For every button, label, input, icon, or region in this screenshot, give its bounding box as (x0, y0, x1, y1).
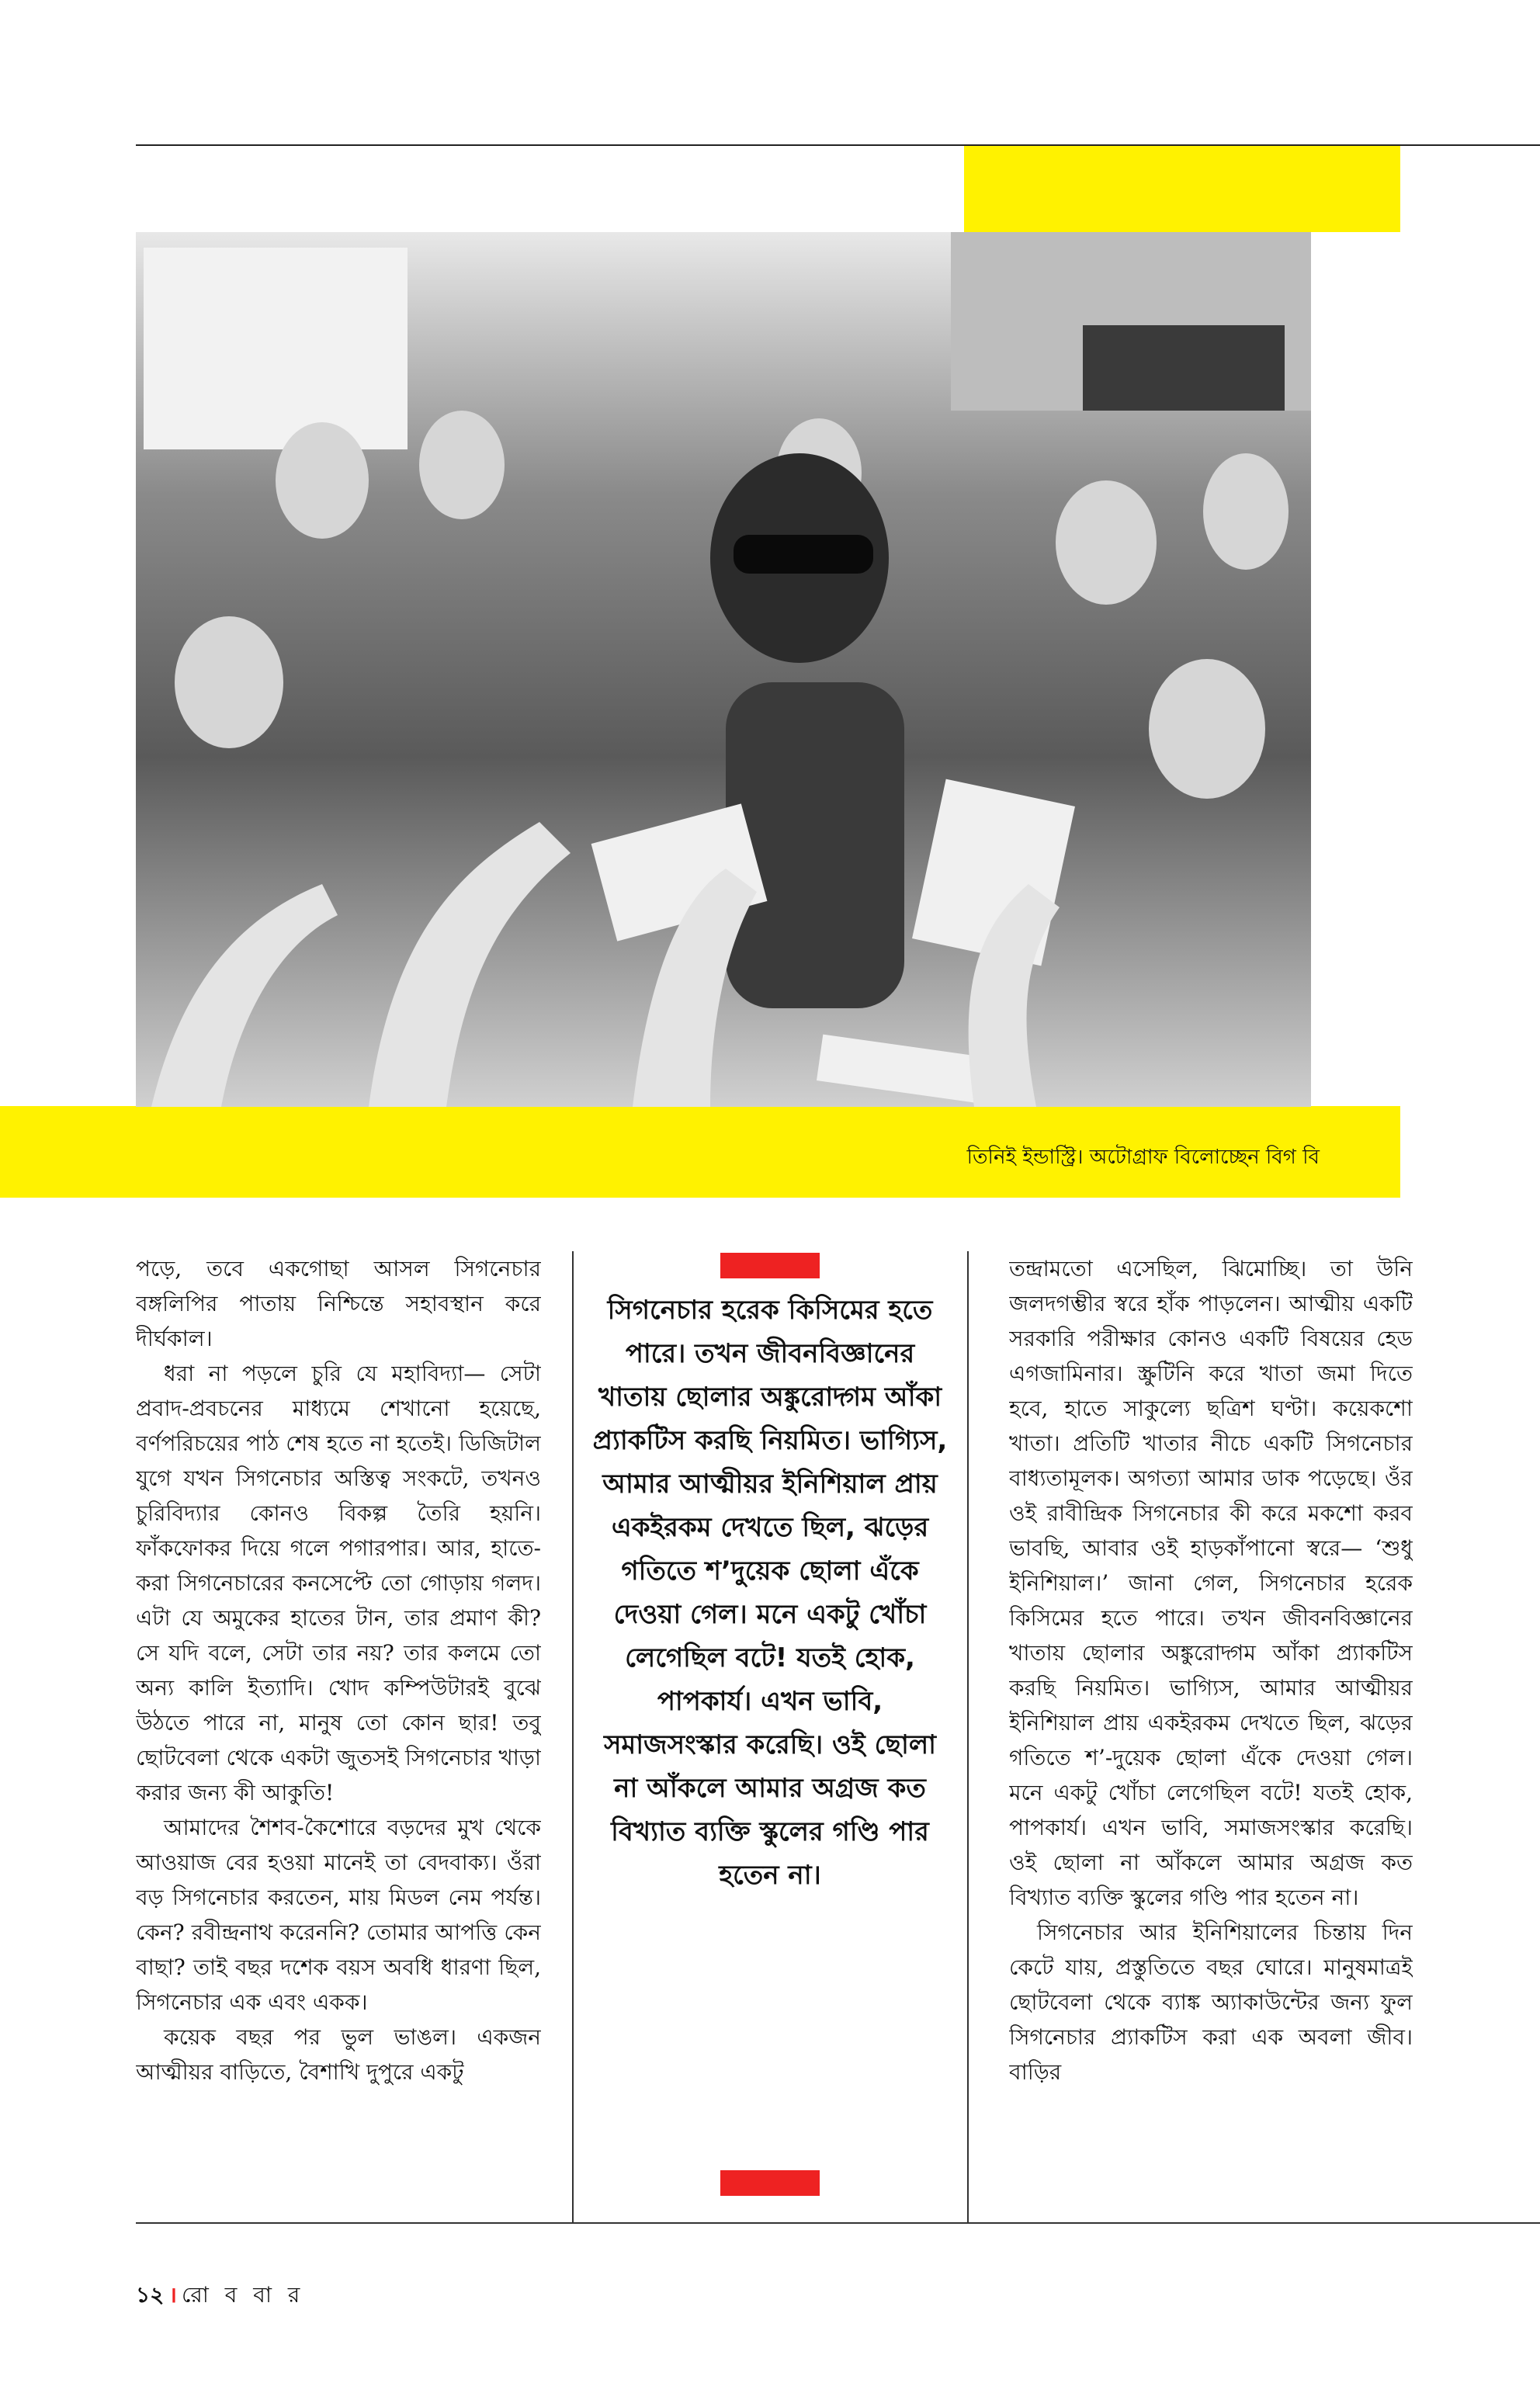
bottom-rule (136, 2222, 1540, 2224)
paragraph: ধরা না পড়লে চুরি যে মহাবিদ্যা— সেটা প্রবাদ-প্রবচনের মাধ্যমে শেখানো হয়েছে, বর্ণপরিচয়ের পাঠ শেষ হতে না হতেই। ডিজিটাল যুগে যখন সিগনেচার অস্তিত্ব সংকটে, তখনও চুরিবিদ্যার কোনও বিকল্প তৈরি হয়নি। ফাঁকফোকর দিয়ে গলে পগারপার। আর, হাতে-করা সিগনেচারের কনসেপ্টে তো গোড়ায় গলদ। এটা যে অমুকের হাতের টান, তার প্রমাণ কী? সে যদি বলে, সেটা তার নয়? তার কলমে তো অন্য কালি ইত্যাদি। খোদ কম্পিউটারই বুঝে উঠতে পারে না, মানুষ তো কোন ছার! তবু ছোটবেলা থেকে একটা জুতসই সিগনেচার খাড়া করার জন্য কী আকুতি! (136, 1361, 541, 1805)
paragraph: পড়ে, তবে একগোছা আসল সিগনেচার বঙ্গলিপির পাতায় নিশ্চিন্তে সহাবস্থান করে দীর্ঘকাল। (136, 1256, 541, 1351)
article-photo (136, 232, 1311, 1107)
paragraph: কয়েক বছর পর ভুল ভাঙল। একজন আত্মীয়র বাড়িতে, বৈশাখি দুপুরে একটু (136, 2024, 541, 2085)
page-footer (136, 2278, 304, 2315)
yellow-accent-block (964, 146, 1400, 232)
article-column-right (1009, 1251, 1413, 2175)
photo-illustration (136, 232, 1311, 1107)
column-divider-right (967, 1251, 969, 2223)
paragraph: তন্দ্রামতো এসেছিল, ঝিমোচ্ছি। তা উনি জলদগম্ভীর স্বরে হাঁক পাড়লেন। আত্মীয় একটি সরকারি পরীক্ষার কোনও একটি বিষয়ের হেড এগজামিনার। স্ক্রুটিনি করে খাতা জমা দিতে হবে, হাতে সাকুল্যে ছত্রিশ ঘণ্টা। কয়েকশো খাতা। প্রতিটি খাতার নীচে একটি সিগনেচার বাধ্যতামূলক। অগত্যা আমার ডাক পড়েছে। ওঁর ওই রাবীন্দ্রিক সিগনেচার কী করে মকশো করব ভাবছি, আবার ওই হাড়কাঁপানো স্বরে— ‘শুধু ইনিশিয়াল।’ জানা গেল, সিগনেচার হরেক কিসিমের হতে পারে। তখন জীবনবিজ্ঞানের খাতায় ছোলার অঙ্কুরোদ্গম আঁকা প্র্যাকটিস করছি নিয়মিত। ভাগ্যিস, আমার আত্মীয়র ইনিশিয়াল প্রায় একইরকম দেখতে ছিল, ঝড়ের গতিতে শ’-দুয়েক ছোলা এঁকে দেওয়া গেল। মনে একটু খোঁচা লেগেছিল বটে! যতই হোক, পাপকার্য। এখন ভাবি, সমাজসংস্কার করেছি। ওই ছোলা না আঁকলে আমার অগ্রজ কত বিখ্যাত ব্যক্তি স্কুলের গণ্ডি পার হতেন না। (1009, 1256, 1413, 1910)
pull-quote: সিগনেচার হরেক কিসিমের হতে পারে। তখন জীবনবিজ্ঞানের খাতায় ছোলার অঙ্কুরোদ্গম আঁকা প্র্যাকটিস করছি নিয়মিত। ভাগ্যিস, আমার আত্মীয়র ইনিশিয়াল প্রায় একইরকম দেখতে ছিল, ঝড়ের গতিতে শ’দুয়েক ছোলা এঁকে দেওয়া গেল। মনে একটু খোঁচা লেগেছিল বটে! যতই হোক, পাপকার্য। এখন ভাবি, সমাজসংস্কার করেছি। ওই ছোলা না আঁকলে আমার অগ্রজ কত বিখ্যাত ব্যক্তি স্কুলের গণ্ডি পার হতেন না। (592, 1295, 948, 1891)
article-column-left (136, 1251, 541, 2175)
footer-separator: । (168, 2282, 177, 2308)
column-divider-left (572, 1251, 574, 2223)
pull-quote-bar-bottom (720, 2170, 820, 2196)
paragraph: সিগনেচার আর ইনিশিয়ালের চিন্তায় দিন কেটে যায়, প্রস্তুতিতে বছর ঘোরে। মানুষমাত্রই ছোটবেলা থেকে ব্যাঙ্ক অ্যাকাউন্টের জন্য ফুল সিগনেচার প্র্যাকটিস করা এক অবলা জীব। বাড়ির (1009, 1920, 1413, 2085)
magazine-name: রো ব বা র (182, 2282, 305, 2308)
pull-quote-bar-top (720, 1253, 820, 1278)
page-number: ১২ (136, 2282, 165, 2308)
paragraph: আমাদের শৈশব-কৈশোরে বড়দের মুখ থেকে আওয়াজ বের হওয়া মানেই তা বেদবাক্য। ওঁরা বড় সিগনেচার করতেন, মায় মিডল নেম পর্যন্ত। কেন? রবীন্দ্রনাথ করেননি? তোমার আপত্তি কেন বাছা? তাই বছর দশেক বয়স অবধি ধারণা ছিল, সিগনেচার এক এবং একক। (136, 1815, 541, 2015)
photo-caption: তিনিই ইন্ডাস্ট্রি। অটোগ্রাফ বিলোচ্ছেন বিগ বি (966, 1146, 1320, 1169)
